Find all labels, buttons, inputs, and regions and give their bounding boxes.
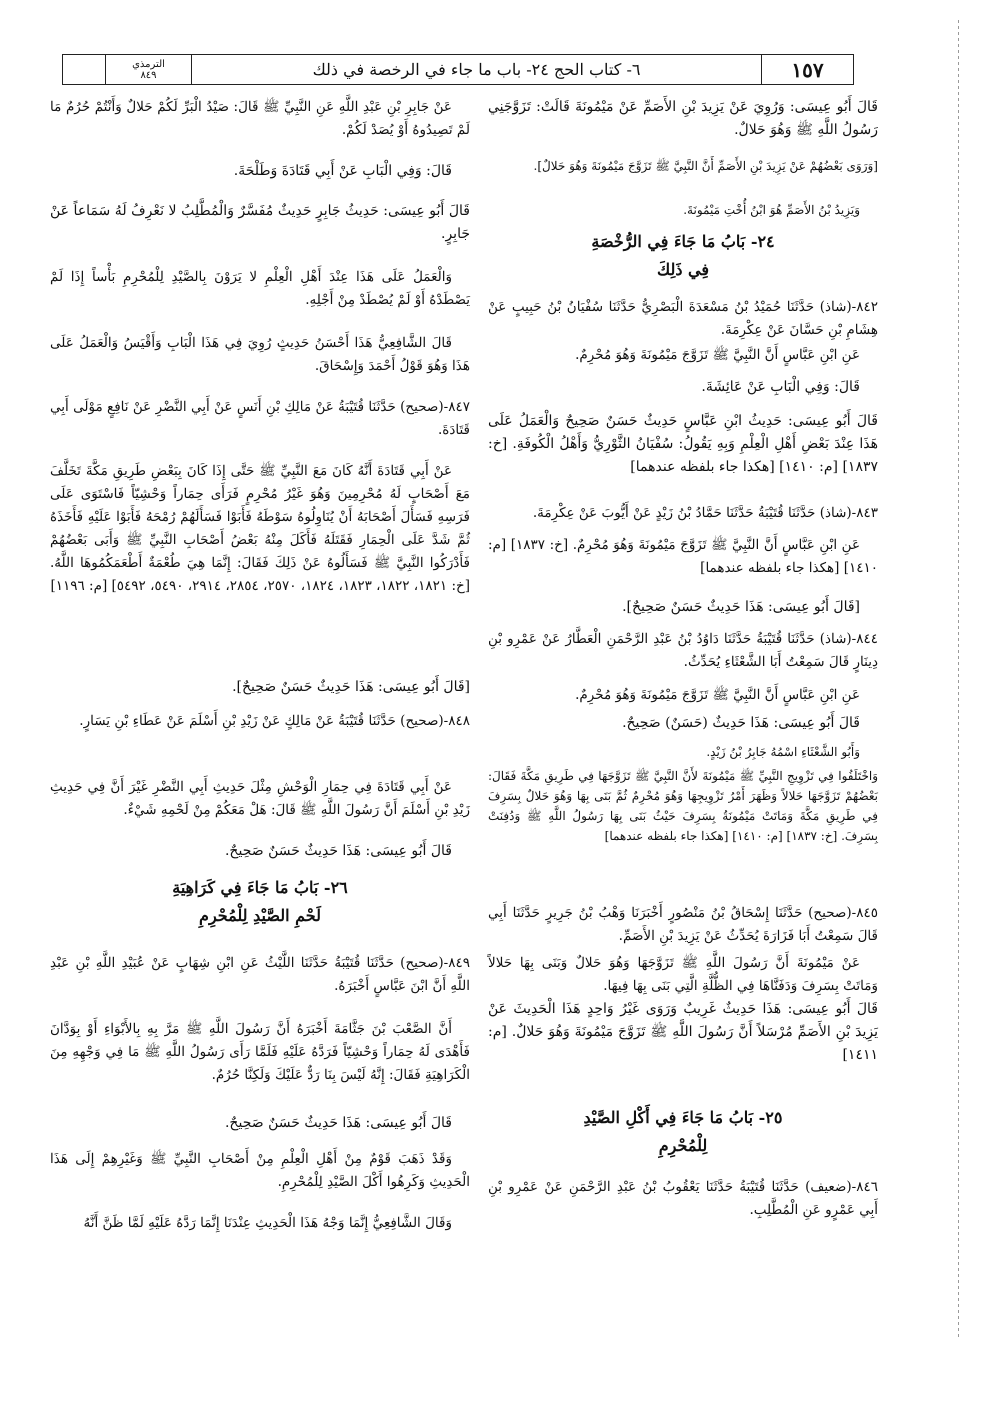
- paragraph: [وَرَوَى بَعْضُهُمْ عَنْ يَزِيدَ بْنِ الأَصَمِّ أَنَّ النَّبِيَّ ﷺ تَزَوَّجَ مَيْمُونَةَ وَهُوَ حَلالٌ].: [533, 159, 878, 173]
- paragraph: قَالَ أَبُو عِيسَى: هَذَا حَدِيثٌ (حَسَنٌ) صَحِيحٌ.: [622, 715, 860, 731]
- paragraph: عَنْ مَيْمُونَةَ أَنَّ رَسُولَ اللَّهِ ﷺ تَزَوَّجَهَا وَهُوَ حَلالٌ وَبَنَى بِهَا حَلالاً وَمَاتَتْ بِسَرِفَ وَدَفَنَّاهَا فِي الظُّلَّةِ الَّتِي بَنَى بِهَا فِيهَا.: [488, 955, 878, 994]
- chapter-heading: ٢٤- بَابُ مَا جَاءَ فِي الرُّخْصَةِ: [591, 232, 775, 251]
- paragraph: عَنِ ابْنِ عَبَّاسٍ أَنَّ النَّبِيَّ ﷺ تَزَوَّجَ مَيْمُونَةَ وَهُوَ مُحْرِمٌ.: [575, 347, 860, 363]
- hadith-paragraph: ٨٤٤-(شاذ) حَدَّثَنَا قُتَيْبَةُ حَدَّثَنَا دَاوُدُ بْنُ عَبْدِ الرَّحْمَنِ الْعَطَّارُ عَنْ عَمْرِو بْنِ دِينَارٍ قَالَ سَمِعْتُ أَبَا الشَّعْثَاءِ يُحَدِّثُ.: [488, 631, 878, 670]
- hadith-paragraph: ٨٤٧-(صحيح) حَدَّثَنَا قُتَيْبَةُ عَنْ مَالِكِ بْنِ أَنَسٍ عَنْ أَبِي النَّضْرِ عَنْ نَافِعٍ مَوْلَى أَبِي قَتَادَةَ.: [50, 399, 470, 438]
- chapter-heading: ٢٦- بَابُ مَا جَاءَ فِي كَرَاهِيَةِ: [172, 878, 348, 897]
- paragraph: قَالَ أَبُو عِيسَى: حَدِيثُ ابْنِ عَبَّاسٍ حَدِيثٌ حَسَنٌ صَحِيحٌ وَالْعَمَلُ عَلَى هَذَا عِنْدَ بَعْضِ أَهْلِ الْعِلْمِ وَبِهِ يَقُولُ: سُفْيَانُ الثَّوْرِيُّ وَأَهْلُ الْكُوفَةِ. [خ: ١٨٣٧] [م: ١٤١٠] [هكذا جاء بلفظه عندهما]: [488, 413, 878, 475]
- chapter-title: ٦- كتاب الحج ٢٤- باب ما جاء في الرخصة في ذلك: [191, 55, 761, 84]
- paragraph: [قَالَ أَبُو عِيسَى: هَذَا حَدِيثٌ حَسَنٌ صَحِيحٌ].: [622, 599, 860, 615]
- paragraph: عَنْ أَبِي قَتَادَةَ فِي حِمَارِ الْوَحْشِ مِثْلَ حَدِيثِ أَبِي النَّضْرِ غَيْرَ أَنَّ فِي حَدِيثِ زَيْدِ بْنِ أَسْلَمَ أَنَّ رَسُولَ اللَّهِ ﷺ قَالَ: هَلْ مَعَكُمْ مِنْ لَحْمِهِ شَيْءٌ.: [50, 779, 470, 818]
- hadith-paragraph: ٨٤٢-(شاذ) حَدَّثَنَا حُمَيْدُ بْنُ مَسْعَدَةَ الْبَصْرِيُّ حَدَّثَنَا سُفْيَانُ بْنُ حَبِيبٍ عَنْ هِشَامِ بْنِ حَسَّانَ عَنْ عِكْرِمَةَ.: [488, 299, 878, 338]
- hadith-paragraph: ٨٤٩-(صحيح) حَدَّثَنَا قُتَيْبَةُ حَدَّثَنَا اللَّيْثُ عَنِ ابْنِ شِهَابٍ عَنْ عُبَيْدِ اللَّهِ بْنِ عَبْدِ اللَّهِ أَنَّ ابْنَ عَبَّاسٍ أَخْبَرَهُ.: [50, 955, 470, 994]
- paragraph: وَالْعَمَلُ عَلَى هَذَا عِنْدَ أَهْلِ الْعِلْمِ لا يَرَوْنَ بِالصَّيْدِ لِلْمُحْرِمِ بَأْساً إِذَا لَمْ يَصْطَدْهُ أَوْ لَمْ يُصْطَدْ مِنْ أَجْلِهِ.: [50, 269, 470, 308]
- paragraph: عَنْ أَبِي قَتَادَةَ أَنَّهُ كَانَ مَعَ النَّبِيِّ ﷺ حَتَّى إِذَا كَانَ بِبَعْضِ طَرِيقِ مَكَّةَ تَخَلَّفَ مَعَ أَصْحَابٍ لَهُ مُحْرِمِينَ وَهُوَ غَيْرُ مُحْرِمٍ فَرَأَى حِمَاراً وَحْشِيّاً فَاسْتَوَى عَلَى فَرَسِهِ فَسَأَلَ أَصْحَابَهُ أَنْ يُنَاوِلُوهُ سَوْطَهُ فَأَبَوْا فَسَأَلَهُمْ رُمْحَهُ فَأَبَوْا عَلَيْهِ فَأَخَذَهُ ثُمَّ شَدَّ عَلَى الْحِمَارِ فَقَتَلَهُ فَأَكَلَ مِنْهُ بَعْضُ أَصْحَابِ النَّبِيِّ ﷺ وَأَبَى بَعْضُهُمْ فَأَدْرَكُوا النَّبِيَّ ﷺ فَسَأَلُوهُ عَنْ ذَلِكَ فَقَالَ: إِنَّمَا هِيَ طُعْمَةٌ أَطْعَمَكُمُوهَا اللَّهُ. [خ: ١٨٢١، ١٨٢٢، ١٨٢٣، ١٨٢٤، ٢٥٧٠، ٢٨٥٤، ٢٩١٤، ٥٤٩٠، ٥٤٩٢] [م: ١١٩٦]: [50, 463, 470, 594]
- paragraph: قَالَ أَبُو عِيسَى: هَذَا حَدِيثٌ حَسَنٌ صَحِيحٌ.: [224, 843, 452, 859]
- hadith-paragraph: ٨٤٣-(شاذ) حَدَّثَنَا قُتَيْبَةُ حَدَّثَنَا حَمَّادُ بْنُ زَيْدٍ عَنْ أَيُّوبَ عَنْ عِكْرِمَةَ.: [532, 505, 878, 521]
- paragraph: قَالَ: وَفِي الْبَابِ عَنْ أَبِي قَتَادَةَ وَطَلْحَةَ.: [233, 163, 452, 179]
- chapter-heading: فِي ذَلِكَ: [656, 260, 710, 279]
- hadith-paragraph: ٨٤٨-(صحيح) حَدَّثَنَا قُتَيْبَةُ عَنْ مَالِكٍ عَنْ زَيْدِ بْنِ أَسْلَمَ عَنْ عَطَاءِ بْنِ يَسَارٍ.: [79, 713, 470, 729]
- paragraph: قَالَ أَبُو عِيسَى: هَذَا حَدِيثٌ حَسَنٌ صَحِيحٌ.: [224, 1115, 452, 1131]
- paragraph: عَنِ ابْنِ عَبَّاسٍ أَنَّ النَّبِيَّ ﷺ تَزَوَّجَ مَيْمُونَةَ وَهُوَ مُحْرِمٌ. [خ: ١٨٣٧] [م: ١٤١٠] [هكذا جاء بلفظه عندهما]: [488, 537, 878, 576]
- hadith-paragraph: ٨٤٥-(صحيح) حَدَّثَنَا إِسْحَاقُ بْنُ مَنْصُورٍ أَخْبَرَنَا وَهْبُ بْنُ جَرِيرٍ حَدَّثَنَا أَبِي قَالَ سَمِعْتُ أَبَا فَزَارَةَ يُحَدِّثُ عَنْ يَزِيدَ بْنِ الأَصَمِّ.: [488, 905, 878, 944]
- paragraph: وَأَبُو الشَّعْثَاءِ اسْمُهُ جَابِرُ بْنُ زَيْدٍ.: [706, 745, 860, 759]
- paragraph: قَالَ: وَفِي الْبَابِ عَنْ عَائِشَةَ.: [701, 379, 860, 395]
- paragraph: وَقَدْ ذَهَبَ قَوْمٌ مِنْ أَهْلِ الْعِلْمِ مِنْ أَصْحَابِ النَّبِيِّ ﷺ وَغَيْرِهِمْ إِلَى هَذَا الْحَدِيثِ وَكَرِهُوا أَكْلَ الصَّيْدِ لِلْمُحْرِمِ.: [50, 1151, 470, 1190]
- hadith-paragraph: ٨٤٦-(ضعيف) حَدَّثَنَا قُتَيْبَةُ حَدَّثَنَا يَعْقُوبُ بْنُ عَبْدِ الرَّحْمَنِ عَنْ عَمْرِو بْنِ أَبِي عَمْرٍو عَنِ الْمُطَّلِبِ.: [488, 1179, 878, 1218]
- paragraph: وَاخْتَلَفُوا فِي تَزْوِيجِ النَّبِيِّ ﷺ مَيْمُونَةَ لأَنَّ النَّبِيَّ ﷺ تَزَوَّجَهَا فِي طَرِيقِ مَكَّةَ فَقَالَ: بَعْضُهُمْ تَزَوَّجَهَا حَلالاً وَظَهَرَ أَمْرُ تَزْوِيجِهَا وَهُوَ مُحْرِمٌ ثُمَّ بَنَى بِهَا وَهُوَ حَلالٌ بِسَرِفَ فِي طَرِيقِ مَكَّةَ وَمَاتَتْ مَيْمُونَةُ بِسَرِفَ حَيْثُ بَنَى بِهَا رَسُولُ اللَّهِ ﷺ وَدُفِنَتْ بِسَرِفَ. [خ: ١٨٣٧] [م: ١٤١٠] [هكذا جاء بلفظه عندهما]: [488, 769, 878, 843]
- margin-line: [958, 20, 959, 1340]
- paragraph: قَالَ أَبُو عِيسَى: وَرُوِيَ عَنْ يَزِيدَ بْنِ الأَصَمِّ عَنْ مَيْمُونَةَ قَالَتْ: تَزَوَّجَنِي رَسُولُ اللَّهِ ﷺ وَهُوَ حَلالٌ.: [488, 99, 878, 138]
- book-reference: [105, 55, 191, 84]
- book-number: ٨٤٩: [140, 69, 157, 81]
- paragraph: وَقَالَ الشَّافِعِيُّ إِنَّمَا وَجْهُ هَذَا الْحَدِيثِ عِنْدَنَا إِنَّمَا رَدَّهُ عَلَيْهِ لَمَّا ظَنَّ أَنَّهُ: [83, 1215, 452, 1231]
- header-empty-cell: [63, 55, 105, 84]
- paragraph: عَنِ ابْنِ عَبَّاسٍ أَنَّ النَّبِيَّ ﷺ تَزَوَّجَ مَيْمُونَةَ وَهُوَ مُحْرِمٌ.: [575, 687, 860, 703]
- paragraph: أَنَّ الصَّعْبَ بْنَ جَثَّامَةَ أَخْبَرَهُ أَنَّ رَسُولَ اللَّهِ ﷺ مَرَّ بِهِ بِالأَبْوَاءِ أَوْ بِوَدَّانَ فَأَهْدَى لَهُ حِمَاراً وَحْشِيّاً فَرَدَّهُ عَلَيْهِ فَلَمَّا رَأَى رَسُولُ اللَّهِ ﷺ مَا فِي وَجْهِهِ مِنَ الْكَرَاهِيَةِ فَقَالَ: إِنَّهُ لَيْسَ بِنَا رَدٌّ عَلَيْكَ وَلَكِنَّا حُرُمٌ.: [50, 1021, 470, 1083]
- paragraph: قَالَ أَبُو عِيسَى: حَدِيثُ جَابِرٍ حَدِيثٌ مُفَسَّرٌ وَالْمُطَّلِبُ لا نَعْرِفُ لَهُ سَمَاعاً عَنْ جَابِرٍ.: [50, 203, 470, 242]
- chapter-heading: ٢٥- بَابُ مَا جَاءَ فِي أَكْلِ الصَّيْدِ: [583, 1108, 783, 1127]
- paragraph: عَنْ جَابِرِ بْنِ عَبْدِ اللَّهِ عَنِ النَّبِيِّ ﷺ قَالَ: صَيْدُ الْبَرِّ لَكُمْ حَلالٌ وَأَنْتُمْ حُرُمٌ مَا لَمْ تَصِيدُوهُ أَوْ يُصَدْ لَكُمْ.: [50, 99, 470, 138]
- chapter-heading: لَحْمِ الصَّيْدِ لِلْمُحْرِمِ: [199, 906, 321, 925]
- page-number: ١٥٧: [761, 55, 853, 84]
- book-name: الترمذي: [132, 58, 165, 70]
- paragraph: وَيَزِيدُ بْنُ الأَصَمِّ هُوَ ابْنُ أُخْتِ مَيْمُونَةَ.: [683, 203, 860, 217]
- page-header: [62, 54, 854, 85]
- paragraph: [قَالَ أَبُو عِيسَى: هَذَا حَدِيثٌ حَسَنٌ صَحِيحٌ].: [232, 679, 470, 695]
- paragraph: قَالَ أَبُو عِيسَى: هَذَا حَدِيثٌ غَرِيبٌ وَرَوَى غَيْرُ وَاحِدٍ هَذَا الْحَدِيثَ عَنْ يَزِيدَ بْنِ الأَصَمِّ مُرْسَلاً أَنَّ رَسُولَ اللَّهِ ﷺ تَزَوَّجَ مَيْمُونَةَ وَهُوَ حَلالٌ. [م: ١٤١١]: [488, 1001, 878, 1063]
- paragraph: قَالَ الشَّافِعِيُّ هَذَا أَحْسَنُ حَدِيثٍ رُوِيَ فِي هَذَا الْبَابِ وَأَقْيَسُ وَالْعَمَلُ عَلَى هَذَا وَهُوَ قَوْلُ أَحْمَدَ وَإِسْحَاقَ.: [50, 335, 470, 374]
- chapter-heading: لِلْمُحْرِمِ: [658, 1136, 708, 1155]
